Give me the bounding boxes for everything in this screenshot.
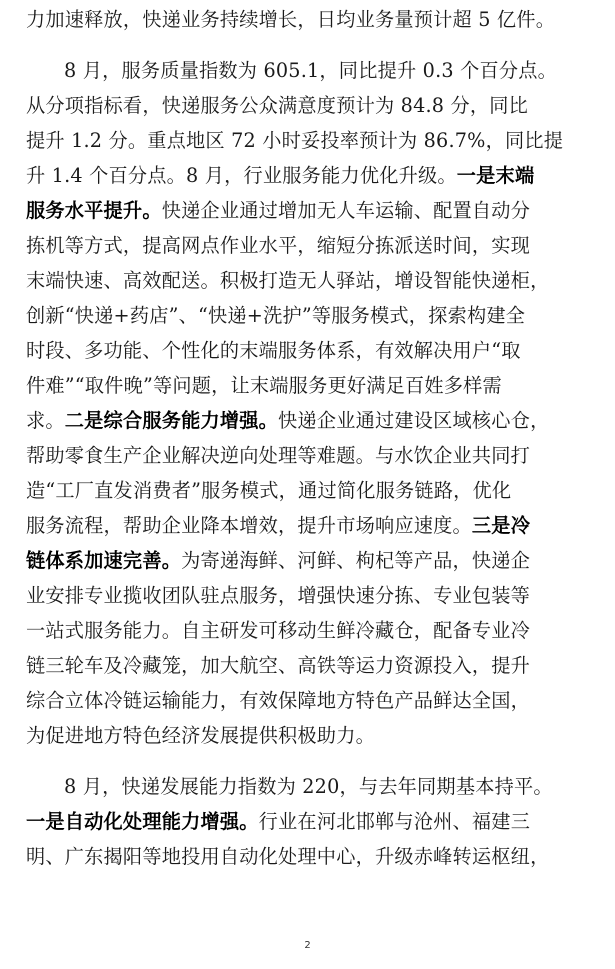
bold-text-run: 服务水平提升。 — [26, 199, 162, 222]
text-run: 拣机等方式，提高网点作业水平，缩短分拣派送时间，实现 — [26, 234, 531, 257]
text-run: 从分项指标看，快递服务公众满意度预计为 84.8 分，同比 — [26, 94, 529, 117]
text-run: 一站式服务能力。自主研发可移动生鲜冷藏仓，配备专业冷 — [26, 619, 531, 642]
text-line — [26, 263, 591, 299]
text-run: 8 月，快递发展能力指数为 220，与去年同期基本持平。 — [64, 775, 553, 798]
text-run: 明、广东揭阳等地投用自动化处理中心，升级赤峰转运枢纽， — [26, 845, 550, 868]
text-line — [26, 839, 591, 875]
text-run: 件难”“取件晚”等问题，让末端服务更好满足百姓多样需 — [26, 374, 502, 397]
text-run: 为寄递海鲜、河鲜、枸杞等产品，快递企 — [181, 549, 531, 572]
bold-text-run: 一是自动化处理能力增强。 — [26, 810, 259, 833]
bold-text-run: 三是冷 — [471, 514, 531, 537]
text-line — [26, 88, 591, 124]
text-run: 帮助零食生产企业解决逆向处理等难题。与水饮企业共同打 — [26, 444, 531, 467]
text-line — [26, 123, 591, 159]
text-run: 为促进地方特色经济发展提供积极助力。 — [26, 724, 375, 747]
text-line — [26, 613, 591, 649]
text-line — [26, 2, 591, 38]
bold-text-run: 二是综合服务能力增强。 — [64, 409, 279, 432]
text-run: 行业在河北邯郸与沧州、福建三 — [258, 810, 531, 833]
text-line — [26, 193, 591, 229]
paragraph-start-line — [64, 769, 591, 805]
text-run: 快递企业通过建设区域核心仓， — [278, 409, 550, 432]
text-run: 造“工厂直发消费者”服务模式，通过简化服务链路，优化 — [26, 479, 512, 502]
text-run: 链三轮车及冷藏笼，加大航空、高铁等运力资源投入，提升 — [26, 654, 531, 677]
text-line — [26, 228, 591, 264]
text-run: 服务流程，帮助企业降本增效，提升市场响应速度。 — [26, 514, 472, 537]
text-run: 8 月，服务质量指数为 605.1，同比提升 0.3 个百分点。 — [64, 59, 558, 82]
bold-text-run: 一是末端 — [456, 164, 535, 187]
text-line — [26, 298, 591, 334]
text-line — [26, 543, 591, 579]
text-line — [26, 683, 591, 719]
text-run: 升 1.4 个百分点。8 月，行业服务能力优化升级。 — [26, 164, 457, 187]
text-line — [26, 368, 591, 404]
text-line — [26, 648, 591, 684]
text-run: 时段、多功能、个性化的末端服务体系，有效解决用户“取 — [26, 339, 521, 362]
text-line — [26, 718, 591, 754]
text-run: 创新“快递+药店”、“快递+洗护”等服务模式，探索构建全 — [26, 304, 526, 327]
text-run: 求。 — [26, 409, 65, 432]
text-run: 力加速释放，快递业务持续增长，日均业务量预计超 5 亿件。 — [26, 8, 556, 31]
page-number: 2 — [304, 940, 311, 951]
text-line — [26, 333, 591, 369]
text-line — [26, 804, 591, 840]
text-line — [26, 508, 591, 544]
bold-text-run: 链体系加速完善。 — [26, 549, 182, 572]
text-run: 末端快速、高效配送。积极打造无人驿站，增设智能快递柜， — [26, 269, 550, 292]
text-run: 快递企业通过增加无人车运输、配置自动分 — [161, 199, 531, 222]
text-line — [26, 403, 591, 439]
text-line — [26, 438, 591, 474]
text-run: 业安排专业揽收团队驻点服务，增强快速分拣、专业包装等 — [26, 584, 531, 607]
text-line — [26, 158, 591, 194]
text-line — [26, 578, 591, 614]
text-run: 提升 1.2 分。重点地区 72 小时妥投率预计为 86.7%，同比提 — [26, 129, 564, 152]
text-run: 综合立体冷链运输能力，有效保障地方特色产品鲜达全国， — [26, 689, 531, 712]
paragraph-start-line — [64, 53, 591, 89]
text-line — [26, 473, 591, 509]
